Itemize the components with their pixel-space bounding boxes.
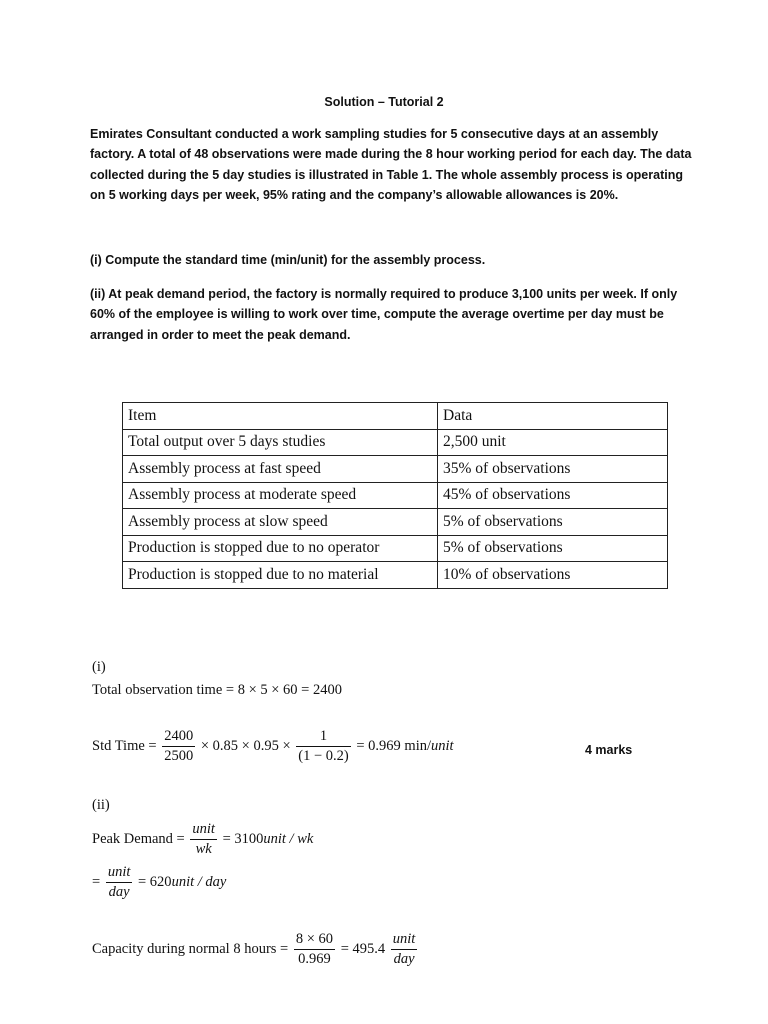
header-data: Data [438,403,668,430]
marks-label: 4 marks [585,743,633,757]
total-observation-equation [92,682,342,699]
per-day-equation [92,863,226,902]
std-time-fraction-2 [296,727,350,766]
capacity-equation [92,930,419,969]
fraction-denominator: day [393,951,415,967]
row-item: Production is stopped due to no operator [123,535,438,562]
part-1-label: (i) [92,659,106,675]
capacity-fraction [294,930,335,969]
table-header-row [123,403,668,430]
fraction-numerator: unit [391,930,418,950]
table-row [123,429,668,456]
table-row [123,562,668,589]
problem-statement: Emirates Consultant conducted a work sampling studies for 5 consecutive days at an assembly factory. A total of 48 observations were made during the 8 hour working period for each day. The data collected during the 5 day studies is illustrated in Table 1. The whole assembly process is operating on 5 working days per week, 95% rating and the company’s allowable allowances is 20%. [90,127,692,202]
data-table [122,402,668,589]
std-time-fraction-1 [162,727,195,766]
table-row [123,535,668,562]
fraction-numerator: unit [190,820,217,840]
total-observation-label: Total observation time [92,682,223,698]
peak-demand-value: = 3100 [222,830,264,847]
fraction-denominator: 0.969 [298,951,331,967]
per-day-prefix: = [92,873,101,890]
fraction-numerator: 8 × 60 [294,930,335,950]
question-1: (i) Compute the standard time (min/unit) for the assembly process. [90,253,486,267]
row-item: Assembly process at fast speed [123,456,438,483]
fraction-numerator: unit [106,863,133,883]
row-data: 5% of observations [438,509,668,536]
peak-demand-label: Peak Demand = [92,830,185,847]
part-2-label: (ii) [92,797,110,813]
row-data: 5% of observations [438,535,668,562]
table-row [123,456,668,483]
row-data: 35% of observations [438,456,668,483]
capacity-unit-fraction [391,930,418,969]
row-item: Total output over 5 days studies [123,429,438,456]
fraction-denominator: 2500 [164,748,194,764]
peak-demand-equation [92,820,313,859]
table-row [123,482,668,509]
capacity-value: = 495.4 [340,940,386,957]
row-item: Production is stopped due to no material [123,562,438,589]
std-time-result-unit: unit [431,737,454,754]
header-item: Item [123,403,438,430]
row-data: 45% of observations [438,482,668,509]
std-time-result: = 0.969 min/ [356,737,432,754]
per-day-value: = 620 [138,873,172,890]
row-data: 10% of observations [438,562,668,589]
row-item: Assembly process at moderate speed [123,482,438,509]
row-data: 2,500 unit [438,429,668,456]
peak-demand-unit: unit / wk [263,830,314,847]
fraction-numerator: 2400 [162,727,195,747]
question-2: (ii) At peak demand period, the factory is normally required to produce 3,100 units per week. If only 60% of the employee is willing to work over time, compute the average overtime per day must be arranged in order to meet the peak demand. [90,287,678,342]
row-item: Assembly process at slow speed [123,509,438,536]
std-time-equation [92,727,454,766]
fraction-numerator: 1 [296,727,350,747]
fraction-denominator: day [108,884,130,900]
total-observation-expression: = 8 × 5 × 60 = 2400 [225,682,342,698]
peak-demand-fraction [190,820,217,859]
std-time-label: Std Time = [92,737,157,754]
std-time-factors: × 0.85 × 0.95 × [200,737,291,754]
fraction-denominator: wk [195,841,212,857]
per-day-fraction [106,863,133,902]
per-day-unit: unit / day [171,873,227,890]
table-row [123,509,668,536]
fraction-denominator: (1 − 0.2) [298,748,349,764]
page-title: Solution – Tutorial 2 [324,95,444,109]
capacity-label: Capacity during normal 8 hours = [92,940,289,957]
